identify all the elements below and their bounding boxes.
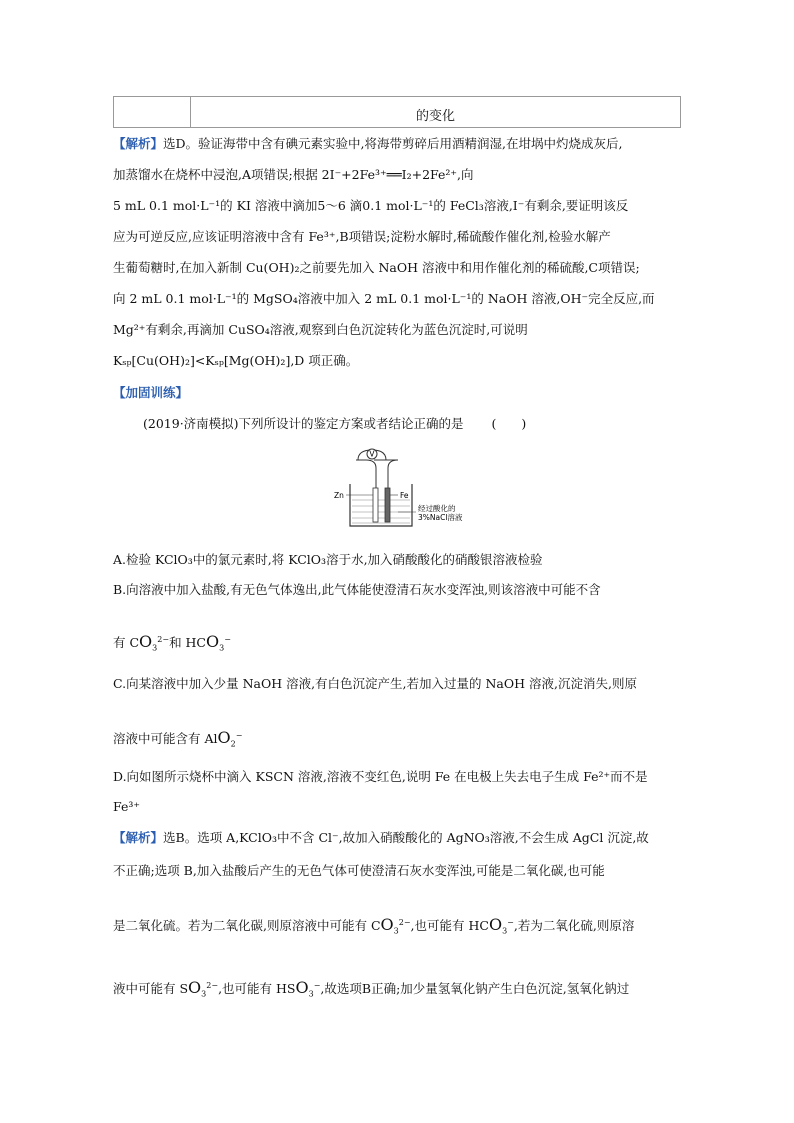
top-table (113, 96, 681, 128)
solution-label-2: 3%NaCl溶液 (418, 513, 463, 522)
table-cell-right: 的变化 (191, 97, 681, 128)
zn-electrode (373, 488, 378, 522)
carbonate-ion-2: $O_3^{2-}$ (380, 915, 411, 936)
question-stem: (2019·济南模拟)下列所设计的鉴定方案或者结论正确的是 ( ) (143, 416, 527, 431)
analysis-line-3: 5 mL 0.1 mol·L⁻¹的 KI 溶液中滴加5～6 滴0.1 mol·L⁻¹的 FeCl₃溶液,I⁻有剩余,要证明该反 (113, 198, 629, 213)
analysis-line-8: Kₛₚ[Cu(OH)₂]<Kₛₚ[Mg(OH)₂],D 项正确。 (113, 353, 359, 368)
carbonate-ion: $O_3^{2-}$ (139, 632, 170, 653)
analysis-line-1: 【解析】选D。验证海带中含有碘元素实验中,将海带剪碎后用酒精润湿,在坩埚中灼烧成灰后, (113, 136, 623, 151)
analysis-line-4: 应为可逆反应,应该证明溶液中含有 Fe³⁺,B项错误;淀粉水解时,稀硫酸作催化剂,检验水解产 (113, 229, 611, 244)
answer-line-2: 不正确;选项 B,加入盐酸后产生的无色气体可使澄清石灰水变浑浊,可能是二氧化碳,也可能 (113, 863, 605, 878)
voltmeter-label: V (369, 449, 375, 459)
wire-left (356, 460, 376, 492)
option-c-line-1: C.向某溶液中加入少量 NaOH 溶液,有白色沉淀产生,若加入过量的 NaOH 溶液,沉淀消失,则原 (113, 676, 637, 691)
option-d-line-1: D.向如图所示烧杯中滴入 KSCN 溶液,溶液不变红色,说明 Fe 在电极上失去电子生成 Fe²⁺而不是 (113, 769, 648, 784)
answer-line-3: 是二氧化硫。若为二氧化碳,则原溶液中可能有 $CO_3^{2-}$,也可能有 $HCO_3^-$,若为二氧化硫,则原溶 (113, 911, 634, 944)
zn-label: Zn (334, 491, 344, 500)
answer-line-4: 液中可能有 $SO_3^{2-}$,也可能有 $HSO_3^-$,故选项B正确;加少量氢氧化钠产生白色沉淀,氢氧化钠过 (113, 974, 629, 1007)
galvanic-cell-svg (332, 448, 472, 530)
analysis-line-2: 加蒸馏水在烧杯中浸泡,A项错误;根据 2I⁻+2Fe³⁺══I₂+2Fe²⁺,向 (113, 167, 474, 182)
solution-label-1: 经过酸化的 (418, 504, 456, 513)
aluminate-ion: $O_2^-$ (217, 728, 243, 749)
sulfite-ion: $O_3^{2-}$ (188, 978, 219, 999)
bicarbonate-ion-2: $O_3^-$ (488, 915, 514, 936)
answer-paren: ( ) (491, 416, 527, 431)
bicarbonate-ion: $O_3^-$ (206, 632, 231, 653)
wire-right (374, 460, 398, 492)
option-c-line-2: 溶液中可能含有 AlO$_2$− (113, 724, 242, 757)
analysis-line-6: 向 2 mL 0.1 mol·L⁻¹的 MgSO₄溶液中加入 2 mL 0.1 mol·L⁻¹的 NaOH 溶液,OH⁻完全反应,而 (113, 291, 655, 306)
option-d-line-2: Fe³⁺ (113, 799, 140, 814)
solution (352, 500, 410, 523)
answer-line-1: 【解析】选B。选项 A,KClO₃中不含 Cl⁻,故加入硝酸酸化的 AgNO₃溶液,不会生成 AgCl 沉淀,故 (113, 830, 649, 845)
section-heading: 【加固训练】 (113, 385, 189, 400)
option-b-line-1: B.向溶液中加入盐酸,有无色气体逸出,此气体能使澄清石灰水变浑浊,则该溶液中可能不含 (113, 582, 601, 597)
fe-label: Fe (400, 491, 409, 500)
option-b-line-2: 有 $CO_3^{2-}$和 $HCO_3^-$ (113, 628, 231, 661)
answer-label: 【解析】 (113, 830, 164, 845)
option-a: A.检验 KClO₃中的氯元素时,将 KClO₃溶于水,加入硝酸酸化的硝酸银溶液检验 (113, 552, 543, 567)
fe-electrode (385, 488, 390, 522)
galvanic-cell-figure (332, 448, 472, 530)
analysis-label: 【解析】 (113, 136, 164, 151)
analysis-line-7: Mg²⁺有剩余,再滴加 CuSO₄溶液,观察到白色沉淀转化为蓝色沉淀时,可说明 (113, 322, 528, 337)
table-cell-left (114, 97, 191, 128)
bisulfite-ion: $O_3^-$ (295, 978, 321, 999)
analysis-line-5: 生葡萄糖时,在加入新制 Cu(OH)₂之前要先加入 NaOH 溶液中和用作催化剂的稀硫酸,C项错误; (113, 260, 640, 275)
